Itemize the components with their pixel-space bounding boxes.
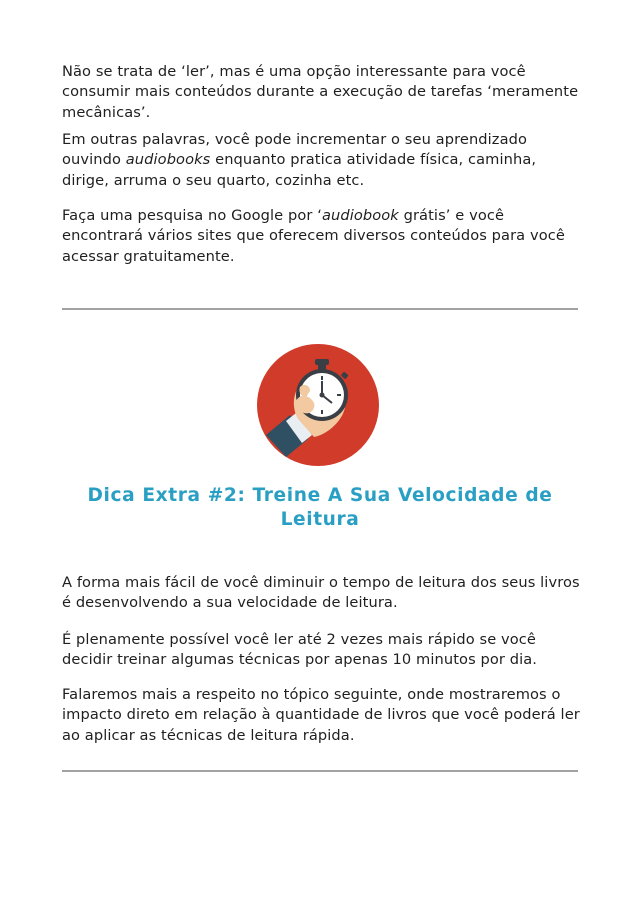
paragraph-text: Faça uma pesquisa no Google por ‘ bbox=[62, 207, 322, 224]
stopwatch-in-hand-icon bbox=[256, 343, 380, 467]
section-heading: Dica Extra #2: Treine A Sua Velocidade de Leitura bbox=[87, 485, 553, 530]
section-divider bbox=[62, 770, 578, 772]
paragraph-twice-as-fast bbox=[62, 630, 582, 671]
paragraph-next-topic bbox=[62, 685, 582, 746]
section-divider bbox=[62, 308, 578, 310]
paragraph-text: Não se trata de ‘ler’, mas é uma opção interessante para você consumir mais conteúdos durante a execução de tarefas ‘meramente mecânicas’. bbox=[62, 63, 579, 121]
italic-term: audiobook bbox=[321, 207, 399, 224]
paragraph-google-search bbox=[62, 206, 582, 267]
paragraph-text: enquanto pratica atividade física, caminha, dirige, arruma o seu quarto, cozinha etc. bbox=[62, 151, 537, 189]
paragraph-text: Falaremos mais a respeito no tópico seguinte, onde mostraremos o impacto direto em relação à quantidade de livros que você poderá ler ao aplicar as técnicas de leitura rápida. bbox=[62, 686, 580, 744]
paragraph-reading-speed bbox=[62, 573, 582, 614]
paragraph-text: É plenamente possível você ler até 2 vezes mais rápido se você decidir treinar algumas técnicas por apenas 10 minutos por dia. bbox=[62, 631, 538, 669]
italic-term: audiobooks bbox=[125, 151, 211, 169]
paragraph-text: A forma mais fácil de você diminuir o tempo de leitura dos seus livros é desenvolvendo a sua velocidade de leitura. bbox=[62, 574, 580, 612]
paragraph-audiobooks-activities bbox=[62, 130, 582, 191]
paragraph-text: Em outras palavras, você pode incrementar o seu aprendizado ouvindo bbox=[62, 131, 528, 169]
paragraph-text: grátis’ e você encontrará vários sites que oferecem diversos conteúdos para você acessar gratuitamente. bbox=[62, 207, 565, 265]
paragraph-audiobooks-intro bbox=[62, 62, 582, 123]
